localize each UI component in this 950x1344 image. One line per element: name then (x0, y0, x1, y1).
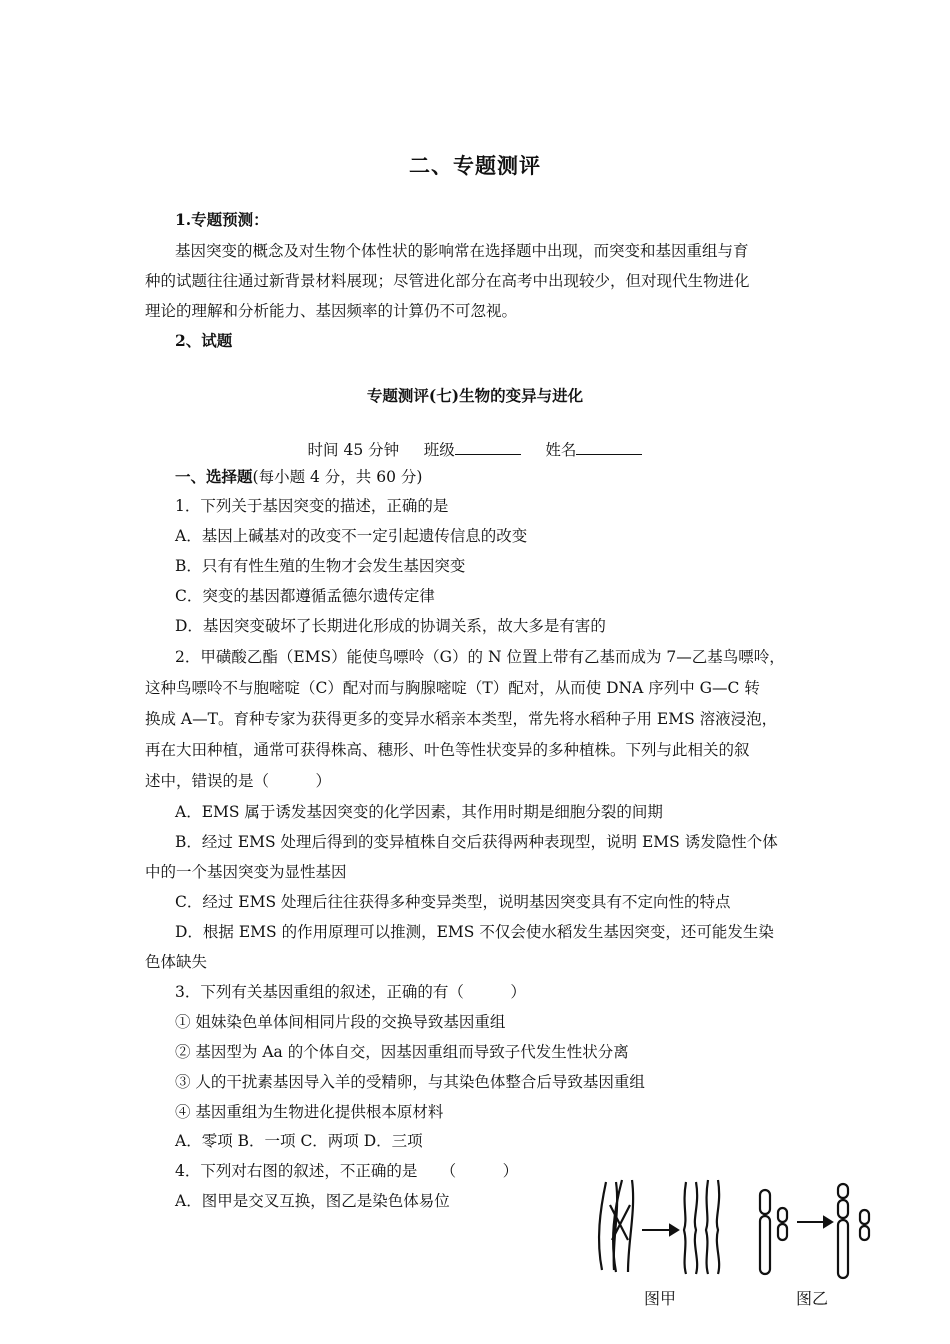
q1-stem: 1．下列关于基因突变的描述，正确的是 (175, 497, 449, 515)
figure-a-after (684, 1180, 719, 1274)
section-2-heading: 2、试题 (175, 331, 233, 350)
arrow-b (797, 1217, 832, 1227)
part-1-bold: 一、选择题 (175, 467, 253, 486)
part-1-heading (175, 467, 422, 487)
q3-item-3: ③ 人的干扰素基因导入羊的受精卵，与其染色体整合后导致基因重组 (175, 1073, 645, 1091)
chromosome-figure (592, 1170, 892, 1320)
q2-stem-line-5: 述中，错误的是（ ） (145, 772, 332, 790)
q1-option-a: A．基因上碱基对的改变不一定引起遗传信息的改变 (175, 527, 528, 545)
q3-item-1: ① 姐妹染色单体间相同片段的交换导致基因重组 (175, 1013, 506, 1031)
section-1-line-3: 理论的理解和分析能力、基因频率的计算仍不可忽视。 (145, 302, 518, 320)
q2-option-b-line-1: B．经过 EMS 处理后得到的变异植株自交后获得两种表现型，说明 EMS 诱发隐性个体 (175, 833, 778, 851)
name-label: 姓名 (545, 441, 577, 459)
q1-option-c: C．突变的基因都遵循孟德尔遗传定律 (175, 587, 435, 605)
q2-stem-line-2: 这种鸟嘌呤不与胞嘧啶（C）配对而与胸腺嘧啶（T）配对，从而使 DNA 序列中 G—C 转 (145, 679, 760, 697)
q2-stem-line-4: 再在大田种植，通常可获得株高、穗形、叶色等性状变异的多种植株。下列与此相关的叙 (145, 741, 750, 759)
figure-a-before (599, 1180, 633, 1272)
q2-option-a: A．EMS 属于诱发基因突变的化学因素，其作用时期是细胞分裂的间期 (175, 803, 663, 821)
q4-stem: 4．下列对右图的叙述，不正确的是 （ ） (175, 1162, 519, 1180)
figure-b-after (838, 1184, 869, 1278)
arrow-a (642, 1225, 678, 1235)
class-label: 班级 (423, 441, 455, 459)
q3-item-2: ② 基因型为 Aa 的个体自交，因基因重组而导致子代发生性状分离 (175, 1043, 629, 1061)
page-title: 二、专题测评 (409, 153, 541, 178)
q2-stem-line-1: 2．甲磺酸乙酯（EMS）能使鸟嘌呤（G）的 N 位置上带有乙基而成为 7—乙基鸟嘌呤， (175, 648, 785, 666)
q1-option-b: B．只有有性生殖的生物才会发生基因突变 (175, 557, 466, 575)
time-label: 时间 45 分钟 (307, 441, 400, 459)
figure-b-before (760, 1190, 787, 1274)
q3-item-4: ④ 基因重组为生物进化提供根本原材料 (175, 1103, 444, 1121)
q2-option-c: C．经过 EMS 处理后往往获得多种变异类型，说明基因突变具有不定向性的特点 (175, 893, 731, 911)
q2-stem-line-3: 换成 A—T。育种专家为获得更多的变异水稻亲本类型，常先将水稻种子用 EMS 溶液浸泡， (145, 710, 778, 728)
class-blank (455, 440, 521, 455)
q4-option-a: A．图甲是交叉互换，图乙是染色体易位 (175, 1192, 450, 1210)
q3-stem: 3．下列有关基因重组的叙述，正确的有（ ） (175, 983, 526, 1001)
name-blank (576, 440, 642, 455)
q2-option-d-line-2: 色体缺失 (145, 953, 208, 971)
chromosome-diagram (592, 1170, 892, 1290)
q2-option-d-line-1: D．根据 EMS 的作用原理可以推测，EMS 不仅会使水稻发生基因突变，还可能发生染 (175, 923, 774, 941)
q1-option-d: D．基因突变破坏了长期进化形成的协调关系，故大多是有害的 (175, 617, 606, 635)
figure-label-left: 图甲 (644, 1289, 677, 1308)
info-line (0, 440, 950, 460)
figure-label-right: 图乙 (796, 1289, 829, 1308)
section-1-line-1: 基因突变的概念及对生物个体性状的影响常在选择题中出现，而突变和基因重组与育 (175, 242, 749, 260)
section-1-heading: 1.专题预测： (175, 210, 269, 229)
q3-options: A．零项 B．一项 C．两项 D．三项 (175, 1132, 423, 1150)
section-1-line-2: 种的试题往往通过新背景材料展现；尽管进化部分在高考中出现较少，但对现代生物进化 (145, 272, 750, 290)
q2-option-b-line-2: 中的一个基因突变为显性基因 (145, 863, 347, 881)
part-1-rest: (每小题 4 分，共 60 分) (252, 468, 423, 486)
test-title: 专题测评(七)生物的变异与进化 (366, 386, 584, 405)
